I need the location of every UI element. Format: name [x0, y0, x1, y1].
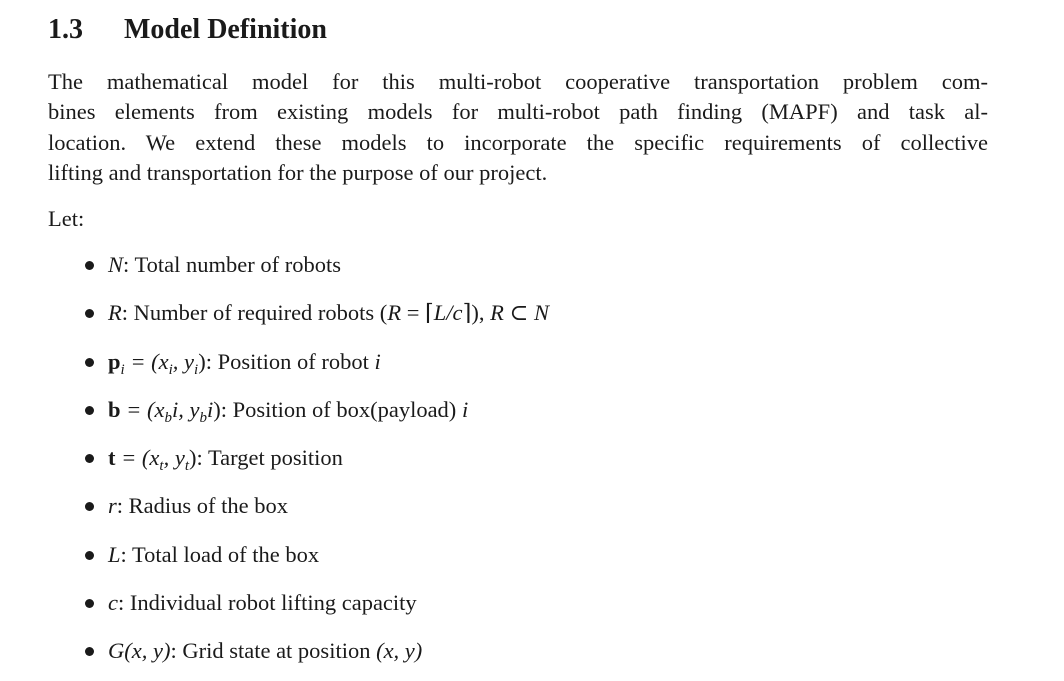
- list-item: [48, 439, 549, 487]
- math-term: i: [461, 396, 469, 422]
- list-item: [48, 391, 549, 439]
- paragraph-line: lifting and transportation for the purpose of our project.: [48, 159, 548, 185]
- bullet-icon: [85, 551, 94, 560]
- math-term: L/c: [433, 300, 463, 326]
- list-item: [48, 536, 549, 584]
- paragraph-line: bines elements from existing models for multi-robot path finding (MAPF) and task al-: [48, 99, 988, 125]
- list-item: [48, 584, 549, 632]
- section-heading: [48, 14, 327, 46]
- paragraph-line: The mathematical model for this multi-robot cooperative transportation problem com-: [48, 69, 988, 94]
- math-symbol: b: [108, 396, 121, 422]
- math-symbol: R: [108, 300, 122, 326]
- math-term: i: [374, 348, 381, 374]
- list-item: [48, 246, 549, 294]
- math-term: , y: [172, 348, 195, 374]
- item-description: ): Target position: [189, 445, 343, 471]
- bullet-icon: [85, 454, 94, 463]
- definition-list: [48, 246, 549, 681]
- item-description: ): Position of box(payload): [213, 396, 462, 422]
- math-symbol: G: [108, 638, 125, 664]
- math-subscript: i: [194, 361, 199, 378]
- math-term: N: [533, 300, 549, 326]
- item-description: : Grid state at position: [170, 638, 377, 664]
- math-symbol: p: [108, 348, 121, 374]
- section-title: Model Definition: [124, 14, 327, 45]
- item-description: : Total number of robots: [123, 252, 341, 277]
- math-term: i, y: [171, 396, 200, 422]
- let-label: Let:: [48, 206, 85, 231]
- math-symbol: t: [108, 445, 116, 471]
- bullet-icon: [85, 309, 94, 318]
- math-subscript: i: [168, 361, 173, 378]
- intro-paragraph: [48, 67, 988, 188]
- math-term: (x, y): [376, 638, 423, 664]
- paragraph-line: location. We extend these models to incorporate the specific requirements of collective: [48, 129, 988, 155]
- math-term: , y: [163, 445, 185, 471]
- list-item: [48, 294, 549, 342]
- math-term: R: [387, 300, 402, 326]
- item-description: : Radius of the box: [116, 493, 288, 519]
- item-description: ): Position of robot: [198, 348, 375, 374]
- math-subscript: t: [159, 458, 164, 475]
- bullet-icon: [85, 502, 94, 511]
- math-subscript: i: [120, 361, 125, 378]
- list-item: [48, 487, 549, 535]
- math-symbol: N: [108, 252, 124, 277]
- math-term: = (x: [115, 445, 160, 471]
- math-subscript: b: [164, 409, 172, 426]
- bullet-icon: [85, 647, 94, 656]
- item-description: : Number of required robots (: [121, 300, 388, 326]
- math-operator: ⌉),: [462, 300, 491, 326]
- bullet-icon: [85, 406, 94, 415]
- math-symbol: c: [108, 590, 118, 616]
- bullet-icon: [85, 358, 94, 367]
- math-term: R: [490, 300, 504, 326]
- math-term: (x, y): [124, 638, 171, 664]
- math-symbol: L: [108, 541, 121, 567]
- math-term: i: [206, 396, 214, 422]
- section-number: 1.3: [48, 14, 83, 45]
- item-description: : Individual robot lifting capacity: [118, 590, 417, 616]
- bullet-icon: [85, 599, 94, 608]
- math-operator: = ⌈: [401, 300, 434, 326]
- math-subscript: b: [199, 409, 207, 426]
- item-description: : Total load of the box: [120, 541, 320, 567]
- math-term: = (x: [120, 396, 165, 422]
- math-symbol: r: [108, 493, 117, 519]
- bullet-icon: [85, 261, 94, 270]
- list-item: [48, 343, 549, 391]
- list-item: [48, 632, 549, 680]
- math-term: = (x: [124, 348, 169, 374]
- math-subscript: t: [184, 458, 190, 475]
- math-operator: ⊂: [503, 300, 534, 326]
